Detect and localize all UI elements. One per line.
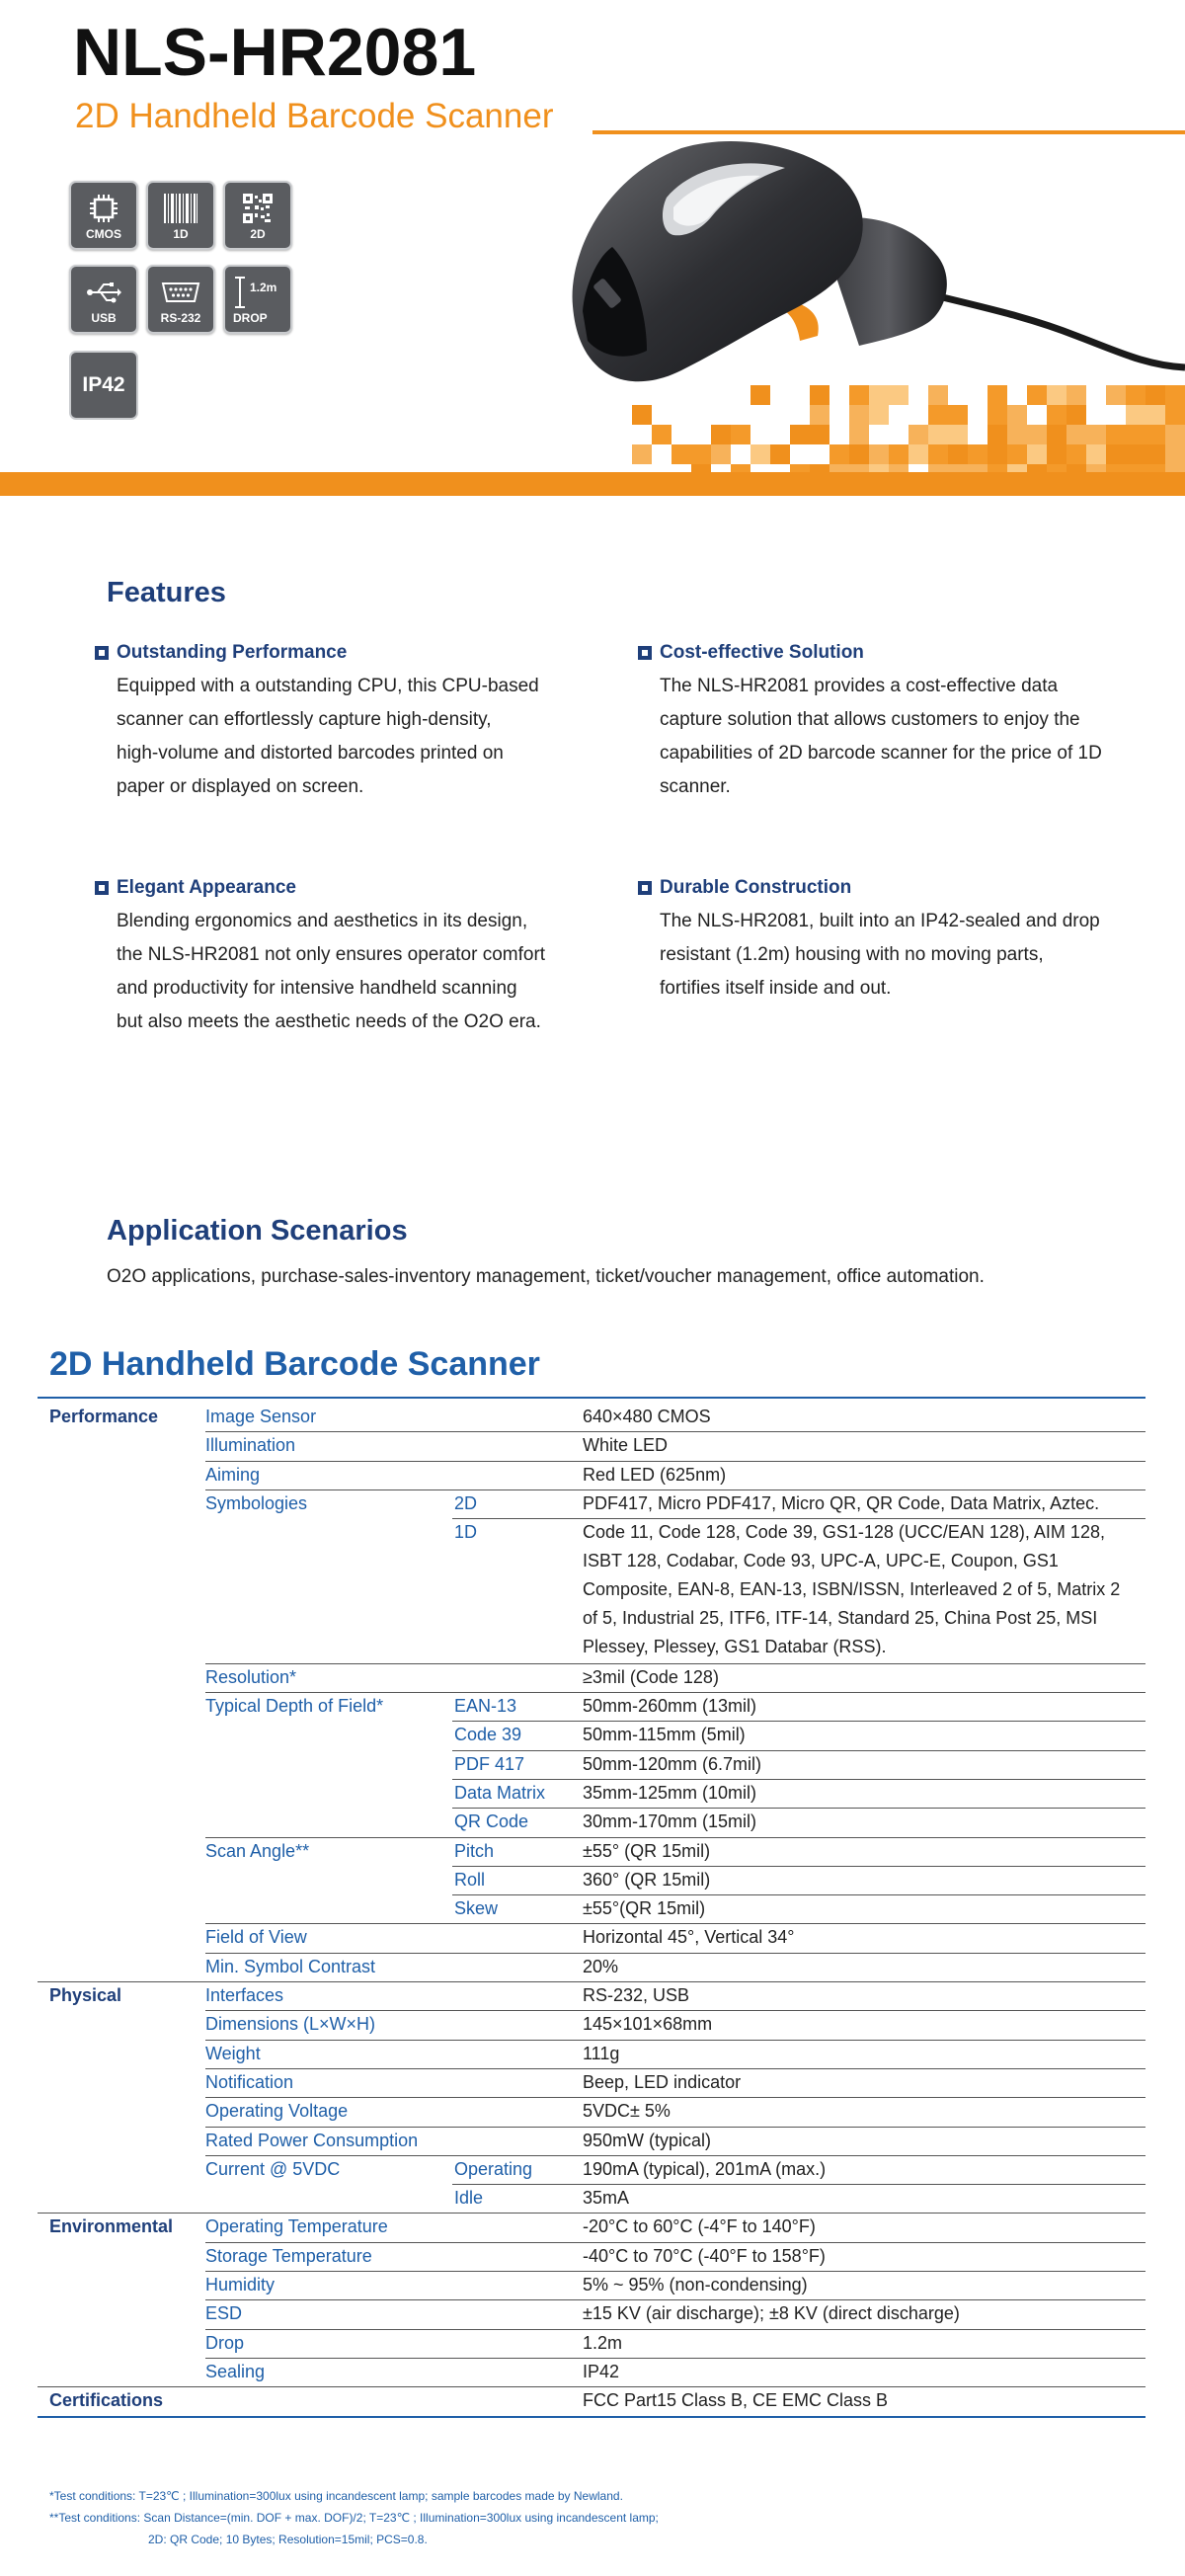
spec-value [583, 2358, 1155, 2386]
spec-value-line: 35mm-125mm (10mil) [583, 1782, 757, 1803]
feature-line: and productivity for intensive handheld scanning [117, 978, 517, 999]
spec-row [38, 2097, 1146, 2126]
spec-value [583, 1663, 1155, 1692]
spec-value-line: ±15 KV (air discharge); ±8 KV (direct discharge) [583, 2303, 960, 2324]
spec-title-rule [38, 1397, 1146, 1399]
feature-title-performance [95, 642, 347, 664]
badge-label: DROP [233, 311, 268, 325]
spec-value-line: 111g [583, 2043, 620, 2063]
title-divider [592, 130, 1185, 134]
qr-code-icon [225, 191, 290, 226]
spec-value [583, 1721, 1155, 1749]
feature-title-text: Outstanding Performance [117, 642, 348, 663]
spec-row [38, 2242, 1146, 2271]
barcode-1d-icon [148, 191, 213, 226]
feature-title-cost [638, 642, 864, 664]
feature-body-appearance [117, 905, 561, 1039]
spec-subitem: Skew [454, 1898, 499, 1919]
spec-value-line: -40°C to 70°C (-40°F to 158°F) [583, 2245, 826, 2266]
spec-row [38, 2155, 1146, 2184]
feature-line: resistant (1.2m) housing with no moving parts, [660, 944, 1044, 965]
spec-row [38, 1750, 1146, 1779]
spec-value-line: 35mA [583, 2188, 630, 2209]
spec-value-line: RS-232, USB [583, 1985, 690, 2005]
spec-value [583, 2271, 1155, 2299]
spec-subitem: Data Matrix [454, 1782, 546, 1803]
spec-value-line: ≥3mil (Code 128) [583, 1666, 719, 1687]
spec-value [583, 2068, 1155, 2097]
spec-subitem: Operating [454, 2158, 533, 2179]
bullet-square-icon [638, 646, 652, 660]
spec-value-line: PDF417, Micro PDF417, Micro QR, QR Code, Data Matrix, Aztec. [583, 1492, 1100, 1513]
spec-item: Storage Temperature [205, 2245, 372, 2266]
spec-value-line: Beep, LED indicator [583, 2071, 742, 2092]
spec-category: Physical [49, 1985, 122, 2005]
spec-row [38, 2271, 1146, 2299]
spec-value [583, 2242, 1155, 2271]
spec-row [38, 2040, 1146, 2068]
spec-value-line: 30mm-170mm (15mil) [583, 1811, 757, 1832]
feature-title-text: Elegant Appearance [117, 877, 296, 898]
spec-value-line: of 5, Industrial 25, ITF6, ITF-14, Standard 25, China Post 25, MSI [583, 1608, 1098, 1629]
spec-item: Scan Angle** [205, 1840, 310, 1861]
spec-value-line: 50mm-260mm (13mil) [583, 1696, 757, 1716]
spec-item: Field of View [205, 1927, 307, 1948]
spec-category: Performance [49, 1407, 159, 1426]
spec-item: Min. Symbol Contrast [205, 1956, 376, 1976]
spec-row [38, 2386, 1146, 2415]
spec-row [38, 1923, 1146, 1952]
spec-row [38, 1461, 1146, 1489]
usb-icon [71, 275, 136, 310]
features-heading: Features [107, 577, 226, 608]
spec-row [38, 2184, 1146, 2213]
spec-value [583, 1837, 1155, 1866]
spec-item: Notification [205, 2071, 294, 2092]
spec-subitem: Idle [454, 2188, 484, 2209]
spec-value [583, 1808, 1155, 1836]
spec-item: Humidity [205, 2275, 276, 2294]
drop-height-value: 1.2m [250, 281, 277, 294]
feature-title-durable [638, 877, 851, 899]
spec-row [38, 2127, 1146, 2155]
feature-title-appearance [95, 877, 296, 899]
product-header [0, 0, 1185, 499]
spec-value [583, 2127, 1155, 2155]
spec-value-line: Code 11, Code 128, Code 39, GS1-128 (UCC/EAN 128), AIM 128, [583, 1522, 1105, 1543]
spec-row [38, 1431, 1146, 1460]
feature-line: but also meets the aesthetic needs of the O2O era. [117, 1011, 541, 1032]
ip-rating-icon: IP42 [82, 373, 125, 396]
spec-value-line: 190mA (typical), 201mA (max.) [583, 2158, 827, 2179]
spec-value-line: 640×480 CMOS [583, 1407, 711, 1426]
spec-item: Operating Voltage [205, 2101, 349, 2122]
cmos-chip-icon [71, 191, 136, 226]
spec-value [583, 1866, 1155, 1894]
decorative-orange-band [0, 472, 1185, 496]
feature-line: capabilities of 2D barcode scanner for the price of 1D [660, 743, 1102, 764]
spec-value [583, 2299, 1155, 2328]
spec-row [38, 2010, 1146, 2039]
product-subtitle: 2D Handheld Barcode Scanner [75, 97, 554, 135]
applications-text: O2O applications, purchase-sales-inventory management, ticket/voucher management, office automation. [107, 1266, 985, 1287]
spec-subitem: 2D [454, 1492, 478, 1513]
spec-subitem: QR Code [454, 1811, 529, 1832]
spec-value-line: Composite, EAN-8, EAN-13, ISBN/ISSN, Interleaved 2 of 5, Matrix 2 [583, 1579, 1121, 1600]
badge-label: 1D [173, 227, 189, 241]
badge-label: RS-232 [160, 311, 201, 325]
spec-value [583, 2040, 1155, 2068]
spec-row-divider [38, 2416, 1146, 2418]
spec-row [38, 1779, 1146, 1808]
spec-value-line: ±55°(QR 15mil) [583, 1898, 706, 1919]
spec-category: Environmental [49, 2216, 174, 2237]
serial-port-icon [148, 275, 213, 310]
badge-label: 2D [250, 227, 266, 241]
spec-value-line: 50mm-115mm (5mil) [583, 1725, 746, 1745]
spec-value [583, 1403, 1155, 1431]
spec-row [38, 1894, 1146, 1923]
spec-value [583, 1953, 1155, 1981]
spec-row [38, 1721, 1146, 1749]
feature-title-text: Cost-effective Solution [660, 642, 864, 663]
spec-value-line: White LED [583, 1435, 669, 1456]
spec-row [38, 1692, 1146, 1721]
spec-item: Interfaces [205, 1985, 284, 2005]
badge-drop [223, 265, 292, 334]
spec-value [583, 1779, 1155, 1808]
spec-row [38, 2068, 1146, 2097]
spec-value-line: IP42 [583, 2361, 620, 2381]
spec-row [38, 2358, 1146, 2386]
feature-line: scanner. [660, 776, 731, 797]
spec-value [583, 1518, 1155, 1661]
spec-subitem: Code 39 [454, 1725, 522, 1745]
spec-value-line: 5% ~ 95% (non-condensing) [583, 2275, 808, 2294]
spec-row [38, 1663, 1146, 1692]
spec-value-line: 360° (QR 15mil) [583, 1869, 711, 1890]
feature-title-text: Durable Construction [660, 877, 852, 898]
bullet-square-icon [638, 881, 652, 895]
spec-item: Current @ 5VDC [205, 2158, 341, 2179]
spec-value [583, 1894, 1155, 1923]
spec-value [583, 2184, 1155, 2213]
spec-row [38, 2299, 1146, 2328]
spec-value [583, 1431, 1155, 1460]
spec-value-line: Horizontal 45°, Vertical 34° [583, 1927, 795, 1948]
feature-line: fortifies itself inside and out. [660, 978, 892, 999]
feature-line: Blending ergonomics and aesthetics in its design, [117, 911, 528, 931]
feature-body-cost [660, 670, 1104, 804]
spec-item: Image Sensor [205, 1407, 317, 1426]
spec-row [38, 1837, 1146, 1866]
feature-body-performance [117, 670, 561, 804]
spec-value [583, 1981, 1155, 2010]
spec-subitem: EAN-13 [454, 1696, 517, 1716]
spec-value-line: -20°C to 60°C (-4°F to 140°F) [583, 2216, 816, 2237]
badge-ip42 [69, 351, 138, 420]
spec-value [583, 1461, 1155, 1489]
applications-heading: Application Scenarios [107, 1215, 408, 1247]
spec-value [583, 2097, 1155, 2126]
spec-value [583, 1489, 1155, 1518]
product-model-title: NLS-HR2081 [73, 15, 477, 90]
spec-value [583, 2213, 1155, 2241]
scanner-product-image [563, 138, 1185, 474]
spec-value [583, 1692, 1155, 1721]
spec-row [38, 1518, 1146, 1663]
spec-item: Drop [205, 2332, 245, 2353]
feature-body-durable [660, 905, 1104, 1006]
spec-value [583, 2329, 1155, 2358]
spec-item: Symbologies [205, 1492, 308, 1513]
footnote: **Test conditions: Scan Distance=(min. DOF + max. DOF)/2; T=23℃ ; Illumination=300lux using incandescent lamp; [49, 2511, 659, 2525]
spec-item: Weight [205, 2043, 261, 2063]
bullet-square-icon [95, 646, 109, 660]
spec-category: Certifications [49, 2390, 164, 2411]
badge-label: USB [91, 311, 117, 325]
badge-label: CMOS [86, 227, 121, 241]
feature-line: The NLS-HR2081, built into an IP42-sealed and drop [660, 911, 1100, 931]
badge-cmos [69, 181, 138, 250]
spec-value [583, 2010, 1155, 2039]
spec-row [38, 2213, 1146, 2241]
spec-row [38, 1953, 1146, 1981]
spec-value-line: 145×101×68mm [583, 2014, 713, 2035]
spec-item: Operating Temperature [205, 2216, 388, 2237]
spec-item: Rated Power Consumption [205, 2130, 419, 2150]
feature-line: the NLS-HR2081 not only ensures operator comfort [117, 944, 546, 965]
spec-subitem: PDF 417 [454, 1753, 525, 1774]
spec-item: Illumination [205, 1435, 296, 1456]
spec-value-line: 1.2m [583, 2332, 623, 2353]
spec-item: Dimensions (L×W×H) [205, 2014, 376, 2035]
spec-row [38, 1489, 1146, 1518]
spec-value-line: 5VDC± 5% [583, 2101, 671, 2122]
spec-item: ESD [205, 2303, 243, 2324]
spec-table-title: 2D Handheld Barcode Scanner [49, 1345, 540, 1383]
feature-line: scanner can effortlessly capture high-density, [117, 709, 492, 730]
spec-value-line: ±55° (QR 15mil) [583, 1840, 711, 1861]
spec-item: Resolution* [205, 1666, 297, 1687]
feature-line: paper or displayed on screen. [117, 776, 364, 797]
spec-value-line: 950mW (typical) [583, 2130, 712, 2150]
spec-value [583, 2155, 1155, 2184]
spec-row [38, 1808, 1146, 1836]
badge-1d [146, 181, 215, 250]
spec-row [38, 1866, 1146, 1894]
feature-line: capture solution that allows customers to enjoy the [660, 709, 1080, 730]
badge-usb [69, 265, 138, 334]
spec-value [583, 1923, 1155, 1952]
spec-value [583, 1750, 1155, 1779]
spec-value-line: ISBT 128, Codabar, Code 93, UPC-A, UPC-E, Coupon, GS1 [583, 1551, 1059, 1571]
footnote: 2D: QR Code; 10 Bytes; Resolution=15mil; PCS=0.8. [148, 2533, 428, 2546]
bullet-square-icon [95, 881, 109, 895]
spec-value-line: 20% [583, 1956, 619, 1976]
feature-line: high-volume and distorted barcodes printed on [117, 743, 504, 764]
spec-item: Typical Depth of Field* [205, 1696, 384, 1716]
spec-row [38, 1981, 1146, 2010]
spec-subitem: Roll [454, 1869, 486, 1890]
spec-row [38, 1403, 1146, 1431]
spec-value-line: Plessey, Plessey, GS1 Databar (RSS). [583, 1637, 887, 1657]
spec-item: Sealing [205, 2361, 266, 2381]
spec-value [583, 2386, 1155, 2415]
spec-value-line: 50mm-120mm (6.7mil) [583, 1753, 762, 1774]
badge-rs232 [146, 265, 215, 334]
spec-value-line: Red LED (625nm) [583, 1464, 727, 1485]
drop-icon [225, 275, 290, 310]
feature-line: The NLS-HR2081 provides a cost-effective data [660, 676, 1059, 696]
spec-subitem: 1D [454, 1522, 478, 1543]
spec-row [38, 2329, 1146, 2358]
spec-value-line: FCC Part15 Class B, CE EMC Class B [583, 2390, 889, 2411]
badge-2d [223, 181, 292, 250]
spec-subitem: Pitch [454, 1840, 495, 1861]
feature-line: Equipped with a outstanding CPU, this CPU-based [117, 676, 539, 696]
spec-item: Aiming [205, 1464, 261, 1485]
footnote: *Test conditions: T=23℃ ; Illumination=300lux using incandescent lamp; sample barcodes made by Newland. [49, 2489, 623, 2503]
